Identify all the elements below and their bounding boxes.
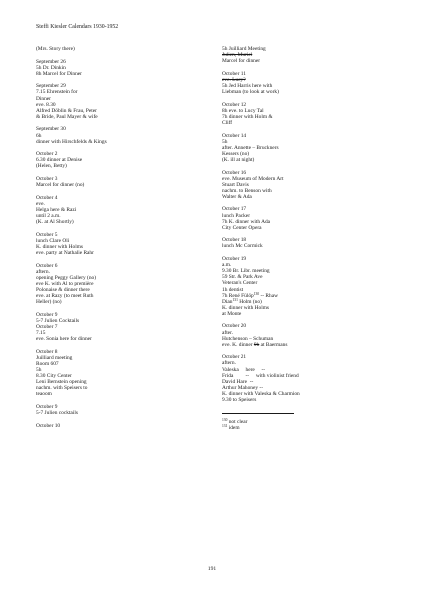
entry-text: 1h dentist bbox=[222, 286, 244, 293]
page-number: 191 bbox=[207, 566, 217, 572]
entry-text: October 19 bbox=[222, 256, 247, 263]
entry-text: Veteran's Center bbox=[222, 280, 258, 287]
entry-line bbox=[36, 250, 196, 256]
entry-line bbox=[36, 114, 196, 120]
entry-text: October 9 bbox=[36, 311, 58, 318]
calendar-entry bbox=[222, 102, 392, 126]
entry-text: Dinner bbox=[36, 95, 51, 102]
entry-text: October 4 bbox=[36, 194, 58, 201]
footnote-text: idem bbox=[227, 425, 240, 432]
entry-text: Leni Bernstein opening bbox=[36, 379, 87, 386]
entry-text: September 30 bbox=[36, 126, 66, 133]
entry-text: teaoom bbox=[36, 391, 52, 398]
entry-text: eve K. with Al to première bbox=[36, 280, 94, 287]
entry-text: 7.15 bbox=[36, 329, 46, 336]
entry-text: opening Peggy Gallery (no) bbox=[36, 274, 97, 281]
entry-line bbox=[36, 336, 196, 342]
entry-text: 5h bbox=[222, 138, 228, 145]
entry-text: aftern. bbox=[222, 360, 236, 367]
calendar-entry bbox=[222, 354, 392, 403]
entry-text: October 2 bbox=[36, 151, 58, 158]
entry-text: Valeska here -- bbox=[222, 366, 266, 373]
calendar-entry bbox=[222, 237, 392, 249]
footnotes bbox=[222, 419, 392, 431]
calendar-entry bbox=[222, 46, 392, 64]
calendar-entry bbox=[36, 312, 196, 342]
calendar-entry bbox=[222, 71, 392, 95]
entry-text: October 7 bbox=[36, 323, 58, 330]
footnote bbox=[222, 425, 392, 431]
entry-text: at Monte bbox=[222, 310, 242, 317]
entry-text: 8h Marcel for Dinner bbox=[36, 70, 82, 77]
entry-text: October 20 bbox=[222, 323, 247, 330]
entry-text: lunch Mc Cormick bbox=[222, 243, 263, 250]
entry-text: Liebman (to look at work) bbox=[222, 89, 279, 96]
entry-text: after. bbox=[222, 329, 233, 336]
entry-text: Helga here & Razi bbox=[36, 206, 77, 213]
entry-text: October 14 bbox=[222, 132, 247, 139]
entry-text: 5-7 Julien cocktails bbox=[36, 410, 78, 416]
entry-text: Room 607 bbox=[36, 360, 59, 367]
entry-line bbox=[36, 46, 196, 52]
calendar-entry bbox=[36, 232, 196, 256]
entry-text: Frida -- with violinist friend bbox=[222, 372, 299, 379]
calendar-entry bbox=[36, 423, 196, 429]
entry-text: 8.30 City Center bbox=[36, 373, 72, 380]
calendar-entry bbox=[36, 404, 196, 416]
entry-text: until 2 a.m. bbox=[36, 212, 61, 219]
entry-line bbox=[36, 219, 196, 225]
entry-line bbox=[222, 397, 392, 403]
entry-line bbox=[36, 423, 196, 429]
calendar-entry bbox=[222, 170, 392, 200]
entry-text: (K. ill at night) bbox=[222, 156, 255, 163]
entry-line bbox=[36, 71, 196, 77]
entry-text: Holm (no) bbox=[237, 298, 262, 305]
calendar-entry bbox=[222, 133, 392, 163]
entry-text: a.m. bbox=[222, 262, 232, 269]
entry-line bbox=[222, 194, 392, 200]
entry-text: (Mrs. Story there) bbox=[36, 46, 75, 52]
entry-text: Stuart Davis bbox=[222, 181, 249, 188]
calendar-entry bbox=[222, 206, 392, 230]
entry-text: aftern. bbox=[36, 268, 50, 275]
entry-line bbox=[222, 342, 392, 348]
entry-text: 7h K. dinner with Ada bbox=[222, 218, 271, 225]
entry-text: eve. Museum of Modern Art bbox=[222, 175, 284, 182]
footnote-text: not clear bbox=[227, 419, 248, 426]
entry-text: (K. at Al Shortly) bbox=[36, 219, 74, 226]
entry-text: September 26 bbox=[36, 58, 66, 65]
entry-text: (Helen, Betty) bbox=[36, 163, 67, 170]
entry-text: City Center Opera bbox=[222, 224, 262, 231]
entry-text: 5h bbox=[36, 366, 42, 373]
entry-line bbox=[222, 225, 392, 231]
entry-text: eve. K. dinner bbox=[222, 341, 254, 348]
footnote-marker: 130 bbox=[222, 418, 228, 423]
entry-text: October 10 bbox=[36, 422, 61, 429]
entry-text: 5-7 Julien Cocktails bbox=[36, 317, 80, 324]
entry-text: 59 Str. & Park Ave bbox=[222, 274, 263, 281]
entry-text: Marcel for dinner (no) bbox=[36, 182, 85, 189]
entry-text: Hutchenson – Schuman bbox=[222, 335, 274, 342]
entry-text: Polonaise & dinner there bbox=[36, 286, 90, 293]
entry-text: October 11 bbox=[222, 70, 246, 77]
entry-text: after. Annette – Bruckners bbox=[222, 144, 279, 151]
entry-text: eve. bbox=[36, 200, 45, 207]
entry-text: 5h Dr. Dinkin bbox=[36, 64, 66, 71]
entry-text: October 21 bbox=[222, 354, 247, 361]
entry-line bbox=[222, 89, 392, 95]
entry-text: October 8 bbox=[36, 348, 58, 355]
right-entries bbox=[222, 46, 392, 403]
entry-line bbox=[36, 163, 196, 169]
calendar-entry bbox=[36, 46, 196, 52]
entry-line bbox=[36, 410, 196, 416]
entry-text: 7h René Fülöp bbox=[222, 292, 254, 299]
calendar-entry bbox=[36, 59, 196, 77]
entry-line bbox=[222, 120, 392, 126]
entry-text: Dian bbox=[222, 298, 233, 305]
calendar-entry bbox=[36, 126, 196, 144]
footnote-marker: 131 bbox=[232, 297, 238, 302]
footnote-marker: 131 bbox=[222, 424, 228, 429]
entry-text: nachm. with Speisers to bbox=[36, 385, 88, 392]
entry-text: eve. 8.30 bbox=[36, 101, 56, 108]
entry-line bbox=[36, 139, 196, 145]
entry-text: 9.30 to Speisers bbox=[222, 397, 257, 403]
struck-text: 9h bbox=[253, 341, 260, 348]
entry-line bbox=[222, 157, 392, 163]
entry-text: eve. Sonia here for dinner bbox=[36, 336, 92, 343]
entry-text: October 9 bbox=[36, 403, 58, 410]
calendar-entry bbox=[222, 256, 392, 317]
entry-text: October 5 bbox=[36, 231, 58, 238]
entry-text: Heller) (no) bbox=[36, 299, 62, 306]
struck-text: eve. Lucy? bbox=[222, 76, 246, 83]
entry-text: eve. party at Nathalie Rahr bbox=[36, 249, 94, 256]
entry-text: Cliff bbox=[222, 119, 233, 126]
entry-text: K. dinner with Valeska & Charmion bbox=[222, 390, 300, 397]
entry-text: at Baermans bbox=[259, 341, 288, 348]
entry-text: nachm. to Benson with bbox=[222, 187, 272, 194]
struck-text: Julien, Muriel bbox=[222, 52, 253, 59]
entry-text: 9.30 Br. Libr. meeting bbox=[222, 268, 270, 275]
entry-text: October 17 bbox=[222, 206, 247, 213]
entry-text: 8h eve. to Lucy Tal bbox=[222, 107, 264, 114]
entry-line bbox=[36, 299, 196, 305]
entry-text: David Hare -- bbox=[222, 378, 254, 385]
entry-text: Kessers (no) bbox=[222, 150, 250, 157]
entry-line bbox=[36, 391, 196, 397]
entry-text: October 6 bbox=[36, 262, 58, 269]
right-column bbox=[222, 46, 392, 431]
entry-text: October 16 bbox=[222, 169, 247, 176]
document-header: Steffi Kiesler Calendars 1930-1952 bbox=[36, 24, 119, 30]
calendar-entry bbox=[36, 83, 196, 120]
entry-text: 6h bbox=[36, 132, 42, 139]
entry-text: 7h dinner with Holm & bbox=[222, 113, 273, 120]
entry-line bbox=[222, 58, 392, 64]
entry-text: 6.30 dinner at Denise bbox=[36, 157, 83, 164]
entry-line bbox=[222, 243, 392, 249]
entry-text: September 29 bbox=[36, 83, 66, 90]
calendar-entry bbox=[36, 263, 196, 306]
left-column bbox=[36, 46, 196, 435]
entry-text: & Bride, Paul Mayer & wife bbox=[36, 113, 98, 120]
calendar-entry bbox=[36, 195, 196, 225]
entry-text: K. dinner with Holms bbox=[222, 304, 270, 311]
entry-text: lunch Packer bbox=[222, 212, 250, 219]
entry-line bbox=[222, 311, 392, 317]
calendar-entry bbox=[36, 349, 196, 398]
entry-text: eve. at Razy (to meet Ruth bbox=[36, 293, 94, 299]
calendar-entry bbox=[36, 176, 196, 188]
footnote-divider bbox=[222, 413, 294, 414]
entry-text: -- Rhaw bbox=[259, 292, 279, 299]
entry-text: 5h Jed Harris here with bbox=[222, 82, 273, 89]
entry-text: Marcel for dinner bbox=[222, 58, 261, 65]
entry-text: dinner with Hirschfelds & Kings bbox=[36, 138, 107, 145]
entry-text: October 12 bbox=[222, 101, 247, 108]
entry-text: 5h Juilliard Meeting bbox=[222, 46, 266, 52]
entry-text: October 18 bbox=[222, 237, 247, 244]
entry-text: lunch Clare Oli bbox=[36, 237, 70, 244]
entry-text: 7.15 Ehrenstein for bbox=[36, 89, 78, 96]
calendar-entry bbox=[222, 323, 392, 347]
entry-line bbox=[36, 182, 196, 188]
entry-text: October 3 bbox=[36, 176, 58, 182]
entry-text: Juilliard meeting bbox=[36, 354, 73, 361]
entry-text: Arthur Mahoney -- bbox=[222, 384, 264, 391]
entry-text: K. dinner with Holms bbox=[36, 243, 84, 250]
entry-text: Alfred Döblin & Frau, Peter bbox=[36, 107, 97, 114]
entry-text: Walter & Ada bbox=[222, 193, 252, 200]
footnote-marker: 130 bbox=[253, 291, 260, 296]
calendar-entry bbox=[36, 151, 196, 169]
